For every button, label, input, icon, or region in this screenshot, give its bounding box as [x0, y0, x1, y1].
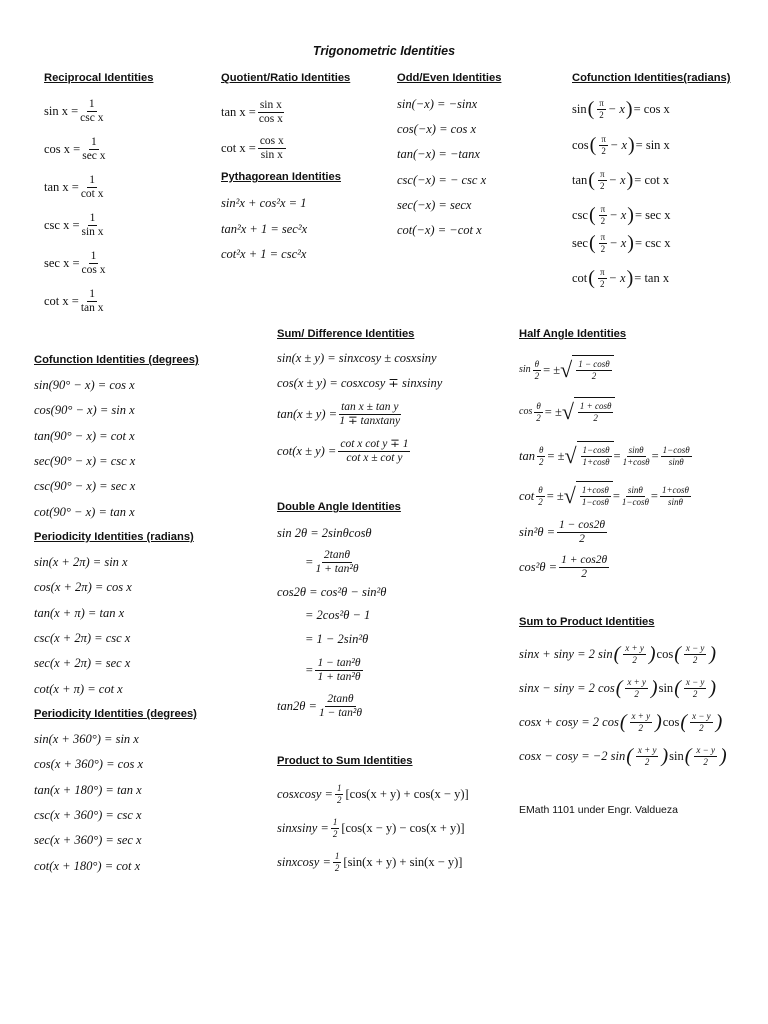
cofunction-rhs: = sec x: [634, 208, 671, 222]
cofunction-deg-text: cos(90° − x) = sin x: [34, 403, 135, 418]
minus-x: − x: [609, 208, 627, 222]
x-plus-y-over-two-den: 2: [634, 688, 639, 699]
minus-x: − x: [608, 173, 626, 187]
pythagorean-identity: [221, 196, 306, 210]
x-minus-y-over-two-den: 2: [703, 756, 708, 767]
sumdiff-tan-num: tan x ± tan y: [341, 400, 399, 413]
cofunction-rad-identity: [572, 94, 670, 124]
half-factor-den: 2: [332, 828, 338, 839]
periodicity-rad-identity: [34, 555, 128, 569]
double-tan2-num: 2tanθ: [327, 692, 354, 705]
half-cossq: [519, 553, 611, 581]
x-minus-y-over-two-den: 2: [692, 688, 698, 699]
half-eq: =: [612, 489, 620, 503]
double-tan2-lhs: tan2θ =: [277, 699, 317, 713]
pythagorean-identity: [221, 247, 306, 261]
x-plus-y-over-two-num: x + y: [631, 710, 651, 721]
pi-over-two-num: π: [600, 203, 606, 214]
reciprocal-frac-den: cos x: [81, 263, 106, 276]
double-cos2d-den: 1 + tan²θ: [317, 670, 361, 683]
cofunction-fn: sin: [572, 102, 587, 116]
reciprocal-identity: [44, 172, 106, 202]
half-two: 2: [534, 370, 540, 381]
periodicity-rad-heading: Periodicity Identities (radians): [34, 531, 194, 543]
half-cot-f2-den: sinθ: [667, 496, 683, 507]
periodicity-rad-text: sec(x + 2π) = sec x: [34, 656, 131, 671]
cofunction-rhs: = sin x: [635, 138, 670, 152]
half-sinsq-num: 1 − cos2θ: [559, 518, 606, 531]
periodicity-deg-text: cos(x + 360°) = cos x: [34, 757, 143, 772]
periodicity-rad-text: csc(x + 2π) = csc x: [34, 630, 131, 645]
double-sin2b-den: 1 + tan²θ: [315, 562, 359, 575]
half-eq-pm: = ±: [543, 363, 561, 377]
product-to-sum-lhs: cosxcosy =: [277, 787, 333, 801]
x-plus-y-over-two-den: 2: [632, 654, 637, 665]
half-factor-den: 2: [334, 862, 340, 873]
pi-over-two-num: π: [599, 168, 605, 179]
half-theta: θ: [538, 444, 544, 455]
pi-over-two-den: 2: [600, 215, 606, 226]
pi-over-two-num: π: [599, 266, 605, 277]
half-sin-den: 2: [591, 371, 597, 381]
quotient-identity: [221, 133, 288, 163]
periodicity-deg-text: sec(x + 360°) = sec x: [34, 833, 142, 848]
half-eq-pm: = ±: [547, 449, 565, 463]
page-title: Trigonometric Identities: [312, 44, 456, 58]
open-paren: (: [674, 677, 681, 699]
course-footer: EMath 1101 under Engr. Valdueza: [519, 804, 678, 816]
x-plus-y-over-two-num: x + y: [627, 676, 646, 687]
double-cos2d-eq: =: [305, 663, 314, 677]
pythagorean-text: sin²x + cos²x = 1: [221, 196, 307, 210]
sum-to-product-lhs: cosx + cosy = 2 cos: [519, 715, 619, 729]
reciprocal-lhs: cot x =: [44, 294, 79, 308]
sum-to-product-fn2: sin: [658, 681, 674, 695]
open-paren: (: [588, 204, 596, 226]
cofunction-rad-identity: [572, 200, 670, 230]
reciprocal-lhs: sec x =: [44, 256, 80, 270]
cofunction-deg-identity: [34, 479, 135, 493]
quotient-lhs: cot x =: [221, 141, 256, 155]
pi-over-two-den: 2: [601, 145, 606, 156]
half-tan-f1-den: 1+cosθ: [622, 456, 650, 467]
sumdiff-heading: Sum/ Difference Identities: [277, 328, 415, 340]
product-to-sum-rhs: [cos(x − y) − cos(x + y)]: [341, 821, 465, 835]
sumdiff-cot-num: cot x cot y ∓ 1: [340, 437, 409, 450]
reciprocal-identity: [44, 134, 108, 164]
reciprocal-identity: [44, 248, 107, 278]
product-to-sum-heading: Product to Sum Identities: [277, 755, 413, 767]
half-tan: tan $\frac{\theta}{2}$ = ± √ $\frac{1-\cos\theta}{1+\cos\theta}$ = $\frac{\sin\theta}{1+\cos\theta}$ = $\frac{1-\cos\theta}{\sin\theta}$: [519, 441, 694, 471]
reciprocal-identity: [44, 210, 106, 240]
open-paren: (: [619, 711, 627, 733]
cofunction-fn: cos: [572, 138, 589, 152]
half-eq-pm: = ±: [546, 489, 564, 503]
half-factor-num: 1: [336, 782, 342, 793]
half-two: 2: [536, 412, 541, 423]
pi-over-two-den: 2: [599, 109, 604, 120]
half-tan-rad-num: 1−cosθ: [582, 445, 610, 455]
double-cos2d-num: 1 − tan²θ: [317, 656, 361, 669]
cofunction-rhs: = cos x: [633, 102, 670, 116]
open-paren: (: [615, 677, 623, 699]
minus-x: − x: [609, 138, 627, 152]
half-two: 2: [538, 496, 543, 507]
periodicity-deg-text: csc(x + 360°) = csc x: [34, 807, 142, 822]
cofunction-rhs: = tan x: [634, 271, 670, 285]
half-eq: =: [613, 449, 621, 463]
periodicity-deg-identity: [34, 859, 140, 873]
reciprocal-lhs: tan x =: [44, 180, 79, 194]
reciprocal-frac-den: tan x: [80, 301, 104, 314]
cofunction-deg-identity: [34, 505, 135, 519]
oddeven-text: cot(−x) = −cot x: [397, 223, 482, 237]
cofunction-fn: sec: [572, 236, 588, 250]
x-plus-y-over-two-num: x + y: [637, 744, 657, 755]
periodicity-rad-text: sin(x + 2π) = sin x: [34, 555, 128, 569]
cofunction-rhs: = csc x: [634, 236, 671, 250]
sum-to-product-identity: [519, 673, 717, 703]
cofunction-deg-identity: [34, 454, 135, 468]
open-paren: (: [588, 267, 595, 289]
close-paren: ): [650, 677, 658, 699]
close-paren: ): [709, 677, 717, 699]
close-paren: ): [661, 745, 669, 767]
half-eq: =: [651, 449, 659, 463]
sumdiff-cot-den: cot x ± cot y: [346, 451, 403, 464]
sumdiff-tan-den: 1 ∓ tanxtany: [339, 414, 401, 427]
open-paren: (: [674, 643, 681, 665]
double-sin2: sin 2θ = 2sinθcosθ: [277, 526, 372, 540]
sum-to-product-lhs: sinx + siny = 2 sin: [519, 647, 613, 661]
double-cos2b: = 2cos²θ − 1: [305, 608, 371, 622]
cofunction-rad-identity: [572, 130, 670, 160]
pi-over-two-num: π: [600, 231, 606, 242]
pythagorean-identity: [221, 222, 307, 236]
periodicity-rad-identity: [34, 580, 132, 594]
half-cot-fn: cot: [519, 489, 535, 503]
oddeven-identity: [397, 223, 482, 237]
half-sinsq-den: 2: [579, 532, 585, 545]
cofunction-deg-text: sin(90° − x) = cos x: [34, 378, 135, 392]
cofunction-deg-identity: [34, 403, 135, 417]
cofunction-fn: csc: [572, 208, 588, 222]
half-cossq-num: 1 + cos2θ: [561, 553, 608, 566]
reciprocal-frac-den: csc x: [80, 111, 104, 124]
sum-to-product-fn2: cos: [656, 647, 674, 661]
close-paren: ): [648, 643, 656, 665]
close-paren: ): [626, 267, 634, 289]
reciprocal-frac-num: 1: [89, 287, 96, 300]
periodicity-deg-text: tan(x + 180°) = tan x: [34, 782, 142, 797]
open-paren: (: [587, 98, 595, 120]
x-plus-y-over-two-den: 2: [644, 756, 650, 767]
half-cot-f2-num: 1+cosθ: [661, 484, 689, 495]
cofunction-rad-identity: [572, 165, 669, 195]
minus-x: − x: [607, 102, 625, 116]
half-tan-f2-num: 1−cosθ: [662, 444, 690, 455]
cofunction-rad-identity: [572, 263, 669, 293]
periodicity-deg-identity: [34, 757, 143, 771]
half-theta: θ: [538, 484, 543, 495]
half-factor-den: 2: [336, 794, 342, 805]
reciprocal-frac-num: 1: [91, 135, 97, 148]
reciprocal-lhs: sin x =: [44, 104, 79, 118]
close-paren: ): [655, 711, 662, 733]
half-tan-f2-den: sinθ: [668, 456, 684, 467]
oddeven-text: sec(−x) = secx: [397, 197, 472, 212]
half-theta: θ: [534, 358, 540, 369]
cofunction-rhs: = cot x: [634, 173, 670, 187]
reciprocal-frac-num: 1: [89, 211, 96, 224]
reciprocal-frac-num: 1: [88, 97, 95, 110]
oddeven-identity: [397, 173, 486, 187]
reciprocal-heading: Reciprocal Identities: [44, 72, 154, 84]
sumdiff-tan: [277, 400, 403, 428]
pythagorean-heading: Pythagorean Identities: [221, 171, 341, 183]
close-paren: ): [627, 232, 634, 254]
cofunction-deg-identity: [34, 378, 135, 392]
double-cos2d: [305, 656, 365, 684]
x-minus-y-over-two-num: x − y: [696, 744, 715, 755]
periodicity-rad-identity: [34, 682, 123, 696]
cofunction-rad-heading: Cofunction Identities(radians): [572, 72, 731, 84]
cofunction-deg-identity: [34, 429, 135, 443]
quotient-frac-num: sin x: [259, 98, 282, 111]
sumdiff-sin: sin(x ± y) = sinxcosy ± cosxsiny: [277, 351, 437, 365]
cofunction-deg-text: sec(90° − x) = csc x: [34, 453, 136, 468]
pi-over-two-num: π: [599, 97, 604, 108]
double-tan2: [277, 692, 364, 720]
cofunction-rad-identity: [572, 228, 670, 258]
periodicity-deg-identity: [34, 808, 142, 822]
half-theta: θ: [536, 400, 541, 411]
x-minus-y-over-two-num: x − y: [692, 710, 711, 721]
product-to-sum-identity: [277, 779, 469, 809]
sumdiff-cos: cos(x ± y) = cosxcosy ∓ sinxsiny: [277, 376, 443, 390]
close-paren: ): [715, 711, 723, 733]
reciprocal-identity: [44, 286, 106, 316]
half-cossq-lhs: cos²θ =: [519, 560, 558, 574]
pi-over-two-den: 2: [599, 180, 605, 191]
oddeven-identity: [397, 198, 471, 212]
half-tan-f1-num: sinθ: [628, 444, 644, 455]
cofunction-deg-text: tan(90° − x) = cot x: [34, 428, 135, 443]
open-paren: (: [680, 711, 688, 733]
half-cos-den: 2: [593, 413, 598, 423]
sum-to-product-identity: [519, 639, 717, 669]
periodicity-rad-text: tan(x + π) = tan x: [34, 605, 125, 620]
half-sin-fn: sin: [519, 364, 531, 375]
minus-x: − x: [609, 236, 627, 250]
sumdiff-cot: [277, 437, 412, 465]
cofunction-deg-heading: Cofunction Identities (degrees): [34, 354, 199, 366]
sum-to-product-identity: [519, 741, 728, 771]
periodicity-deg-identity: [34, 833, 142, 847]
product-to-sum-lhs: sinxsiny =: [277, 821, 329, 835]
product-to-sum-rhs: [sin(x + y) + sin(x − y)]: [343, 855, 463, 869]
reciprocal-frac-num: 1: [90, 249, 97, 262]
oddeven-text: tan(−x) = −tanx: [397, 147, 480, 162]
quotient-lhs: tan x =: [221, 105, 256, 119]
quotient-frac-num: cos x: [259, 134, 284, 147]
close-paren: ): [625, 98, 633, 120]
double-cos2c: = 1 − 2sin²θ: [305, 632, 369, 646]
close-paren: ): [628, 134, 635, 156]
pi-over-two-den: 2: [599, 278, 605, 289]
open-paren: (: [613, 643, 621, 665]
pythagorean-text: tan²x + 1 = sec²x: [221, 221, 308, 236]
reciprocal-lhs: csc x =: [44, 218, 80, 232]
x-minus-y-over-two-den: 2: [692, 654, 698, 665]
oddeven-text: cos(−x) = cos x: [397, 122, 476, 137]
half-heading: Half Angle Identities: [519, 328, 627, 340]
periodicity-deg-heading: Periodicity Identities (degrees): [34, 708, 197, 720]
open-paren: (: [684, 745, 692, 767]
close-paren: ): [719, 745, 727, 767]
x-plus-y-over-two-num: x + y: [625, 642, 644, 653]
product-to-sum-identity: [277, 813, 465, 843]
reciprocal-frac-den: sec x: [82, 149, 106, 162]
half-sinsq: [519, 518, 609, 546]
open-paren: (: [588, 232, 596, 254]
sum-to-product-fn2: cos: [662, 715, 680, 729]
pythagorean-text: cot²x + 1 = csc²x: [221, 247, 307, 261]
half-factor-num: 1: [332, 816, 338, 827]
periodicity-deg-text: sin(x + 360°) = sin x: [34, 732, 139, 746]
sum-to-product-identity: [519, 707, 723, 737]
x-minus-y-over-two-den: 2: [699, 722, 704, 733]
half-eq: =: [650, 489, 658, 503]
half-cossq-den: 2: [581, 567, 587, 580]
half-two: 2: [538, 456, 544, 467]
periodicity-rad-identity: [34, 606, 124, 620]
cofunction-deg-text: csc(90° − x) = sec x: [34, 479, 136, 494]
reciprocal-frac-num: 1: [89, 173, 96, 186]
oddeven-text: csc(−x) = − csc x: [397, 172, 487, 187]
half-sin-num: 1 − cosθ: [578, 359, 610, 369]
close-paren: ): [709, 643, 717, 665]
double-tan2-den: 1 − tan²θ: [318, 706, 362, 719]
sumdiff-tan-lhs: tan(x ± y) =: [277, 407, 338, 421]
quotient-identity: [221, 97, 286, 127]
sum-to-product-fn2: sin: [669, 749, 684, 763]
pi-over-two-den: 2: [600, 243, 606, 254]
product-to-sum-identity: [277, 847, 462, 877]
sumdiff-cot-lhs: cot(x ± y) =: [277, 444, 337, 458]
half-cot-rad-num: 1+cosθ: [581, 485, 609, 495]
oddeven-identity: [397, 97, 477, 111]
oddeven-heading: Odd/Even Identities: [397, 72, 502, 84]
cofunction-fn: cot: [572, 271, 588, 285]
open-paren: (: [626, 745, 633, 767]
open-paren: (: [589, 134, 597, 156]
oddeven-identity: [397, 122, 476, 136]
quotient-frac-den: sin x: [260, 148, 283, 161]
quotient-frac-den: cos x: [258, 112, 283, 125]
reciprocal-frac-den: sin x: [81, 225, 104, 238]
half-factor-num: 1: [334, 850, 340, 861]
x-minus-y-over-two-num: x − y: [685, 676, 705, 687]
double-cos2: cos2θ = cos²θ − sin²θ: [277, 585, 387, 599]
pi-over-two-num: π: [601, 133, 606, 144]
half-cot-f1-den: 1−cosθ: [621, 496, 649, 507]
half-eq-pm: = ±: [544, 405, 562, 419]
half-tan-rad-den: 1+cosθ: [582, 457, 610, 467]
double-sin2b-num: 2tanθ: [323, 548, 351, 561]
minus-x: − x: [608, 271, 626, 285]
close-paren: ): [627, 204, 634, 226]
product-to-sum-lhs: sinxcosy =: [277, 855, 331, 869]
half-cot-f1-num: sinθ: [627, 484, 643, 495]
cofunction-deg-text: cot(90° − x) = tan x: [34, 504, 135, 519]
half-sin: sin $\frac{\theta}{2}$ = ± √ $\frac{1 - \cos\theta}{2}$: [519, 355, 614, 385]
half-cos-num: 1 + cosθ: [579, 401, 612, 411]
periodicity-rad-text: cos(x + 2π) = cos x: [34, 580, 132, 595]
sum-to-product-heading: Sum to Product Identities: [519, 616, 655, 628]
x-plus-y-over-two-den: 2: [638, 722, 644, 733]
reciprocal-identity: [44, 96, 105, 126]
oddeven-identity: [397, 147, 480, 161]
double-sin2b-eq: =: [305, 555, 314, 569]
product-to-sum-rhs: [cos(x + y) + cos(x − y)]: [345, 787, 469, 801]
half-cot: cot $\frac{\theta}{2}$ = ± √ $\frac{1+\cos\theta}{1-\cos\theta}$ = $\frac{\sin\theta}{1-\cos\theta}$ = $\frac{1+\cos\theta}{\sin\theta}$: [519, 481, 693, 511]
quotient-heading: Quotient/Ratio Identities: [221, 72, 351, 84]
periodicity-rad-text: cot(x + π) = cot x: [34, 681, 123, 696]
open-paren: (: [588, 169, 595, 191]
double-sin2b: [305, 548, 361, 576]
half-sinsq-lhs: sin²θ =: [519, 525, 556, 539]
close-paren: ): [626, 169, 634, 191]
x-minus-y-over-two-num: x − y: [685, 642, 705, 653]
periodicity-deg-identity: [34, 732, 139, 746]
oddeven-text: sin(−x) = −sinx: [397, 97, 478, 111]
double-heading: Double Angle Identities: [277, 501, 401, 513]
sum-to-product-lhs: sinx − siny = 2 cos: [519, 681, 615, 695]
sum-to-product-lhs: cosx − cosy = −2 sin: [519, 749, 626, 763]
cofunction-fn: tan: [572, 173, 588, 187]
periodicity-deg-identity: [34, 783, 142, 797]
periodicity-deg-text: cot(x + 180°) = cot x: [34, 858, 141, 873]
half-cos: cos $\frac{\theta}{2}$ = ± √ $\frac{1 + \cos\theta}{2}$: [519, 397, 615, 427]
half-cot-rad-den: 1−cosθ: [581, 497, 609, 507]
periodicity-rad-identity: [34, 656, 130, 670]
reciprocal-frac-den: cot x: [80, 187, 104, 200]
periodicity-rad-identity: [34, 631, 130, 645]
half-cos-fn: cos: [519, 406, 533, 417]
half-tan-fn: tan: [519, 449, 535, 463]
reciprocal-lhs: cos x =: [44, 142, 81, 156]
